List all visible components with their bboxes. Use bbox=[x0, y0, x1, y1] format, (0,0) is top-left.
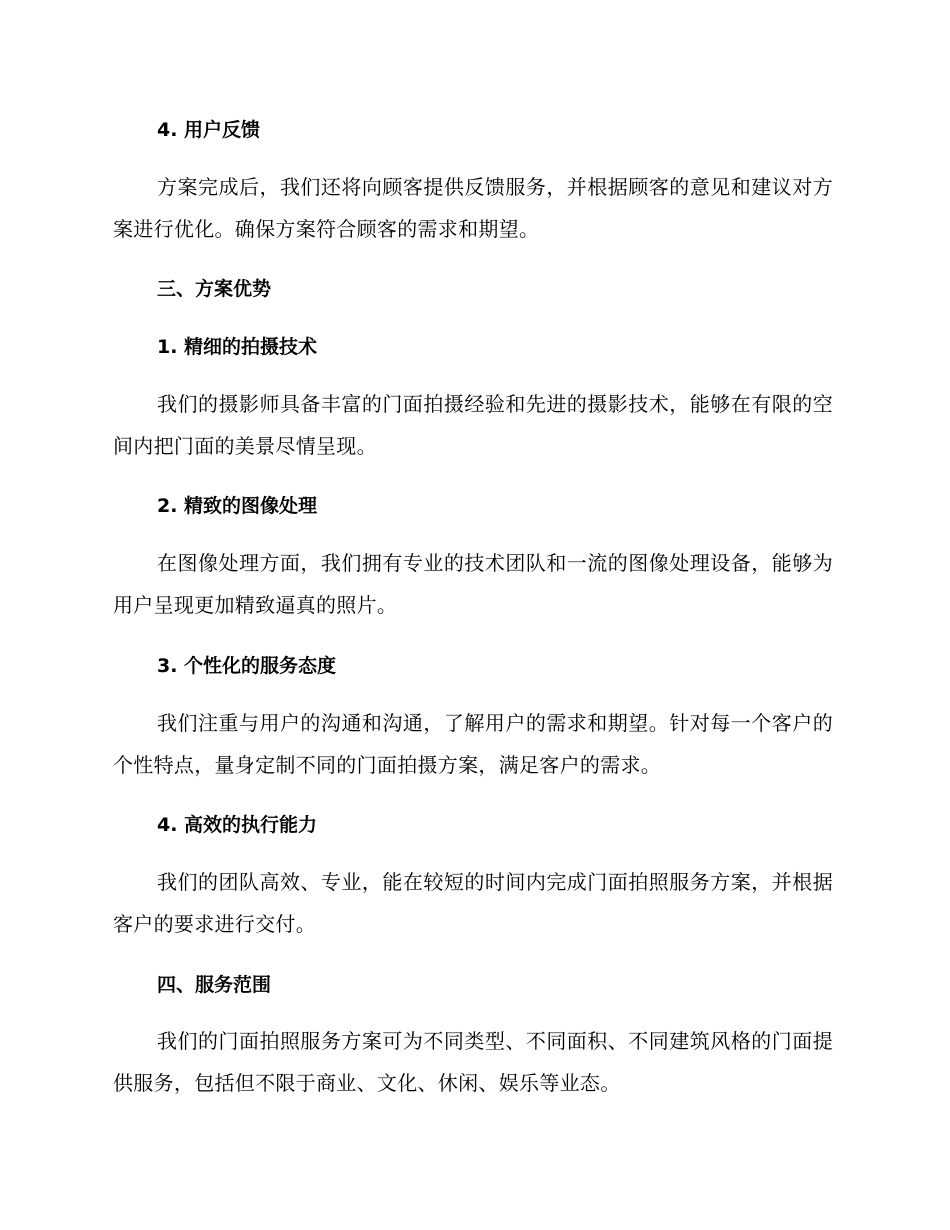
heading-service-scope: 四、服务范围 bbox=[157, 974, 272, 996]
paragraph-fine-shooting-technique: 我们的摄影师具备丰富的门面拍摄经验和先进的摄影技术，能够在有限的空间内把门面的美景尽情呈现。 bbox=[113, 392, 833, 458]
paragraph-service-scope: 我们的门面拍照服务方案可为不同类型、不同面积、不同建筑风格的门面提供服务，包括但不限于商业、文化、休闲、娱乐等业态。 bbox=[113, 1029, 833, 1095]
heading-user-feedback: 4. 用户反馈 bbox=[157, 119, 261, 141]
heading-image-processing: 2. 精致的图像处理 bbox=[157, 495, 318, 517]
paragraph-personalized-service: 我们注重与用户的沟通和沟通，了解用户的需求和期望。针对每一个客户的个性特点，量身定制不同的门面拍摄方案，满足客户的需求。 bbox=[113, 711, 833, 777]
paragraph-user-feedback: 方案完成后，我们还将向顾客提供反馈服务，并根据顾客的意见和建议对方案进行优化。确保方案符合顾客的需求和期望。 bbox=[113, 175, 833, 241]
heading-plan-advantages: 三、方案优势 bbox=[157, 278, 272, 300]
heading-efficient-execution: 4. 高效的执行能力 bbox=[157, 814, 318, 836]
heading-personalized-service: 3. 个性化的服务态度 bbox=[157, 655, 337, 677]
paragraph-efficient-execution: 我们的团队高效、专业，能在较短的时间内完成门面拍照服务方案，并根据客户的要求进行交付。 bbox=[113, 870, 833, 936]
heading-fine-shooting-technique: 1. 精细的拍摄技术 bbox=[157, 336, 318, 358]
paragraph-image-processing: 在图像处理方面，我们拥有专业的技术团队和一流的图像处理设备，能够为用户呈现更加精致逼真的照片。 bbox=[113, 551, 833, 617]
